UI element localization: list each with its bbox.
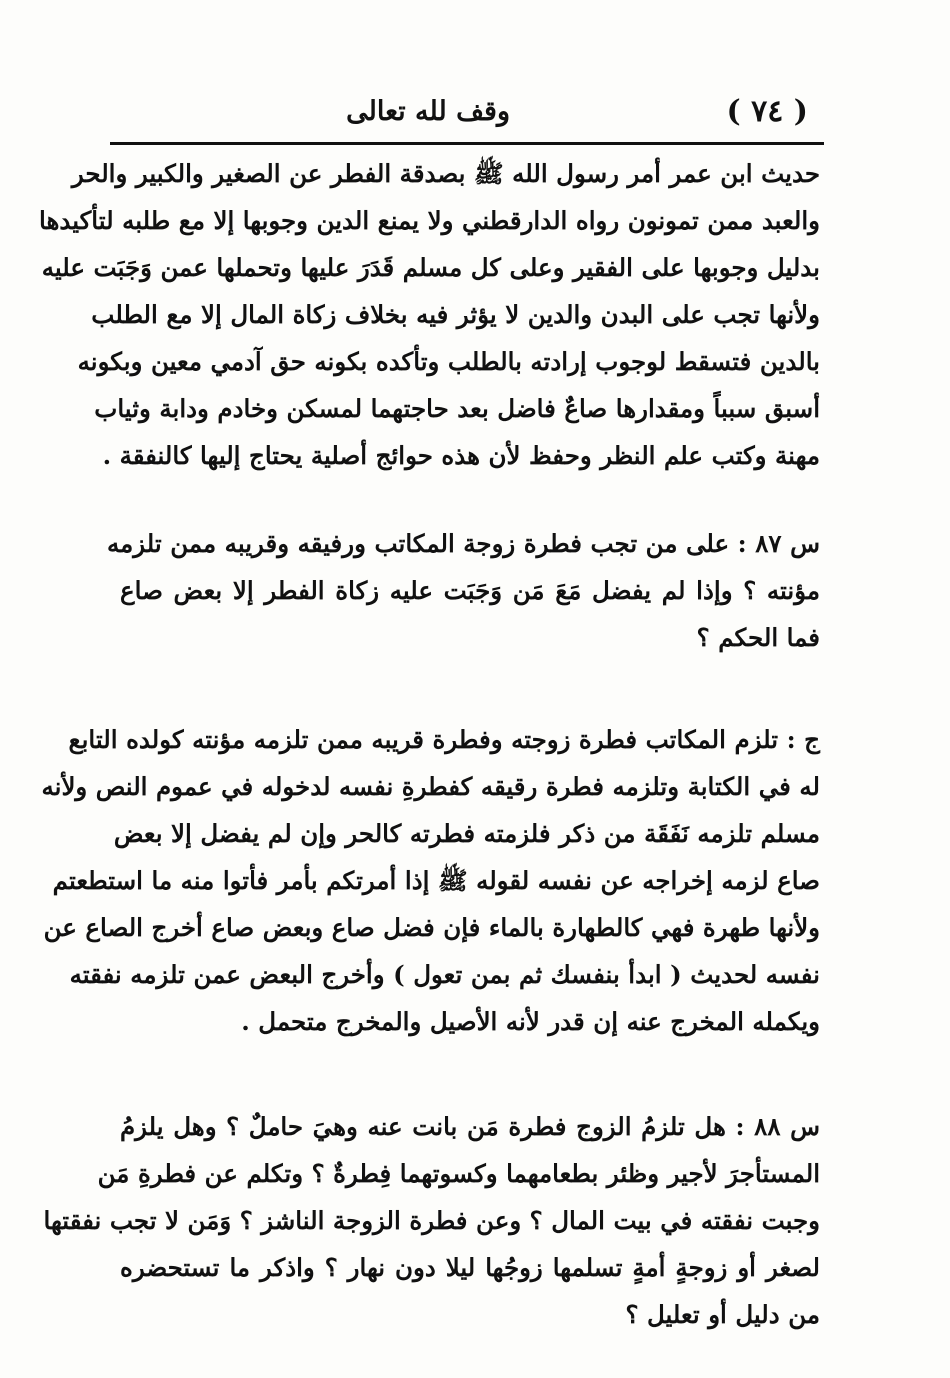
text-line: ج : تلزم المكاتب فطرة زوجته وفطرة قريبه ممن تلزمه مؤنته كولده التابع: [68, 725, 820, 754]
text-line: بدليل وجوبها على الفقير وعلى كل مسلم قَدَرَ عليها وتحملها عمن وَجَبَت عليه: [41, 253, 820, 282]
page-body: [38, 150, 821, 1338]
text-line: ولأنها طهرة فهي كالطهارة بالماء فإن فضل صاع وبعض صاع أخرج الصاع عن: [43, 913, 820, 942]
text-line: نفسه لحديث ( ابدأ بنفسك ثم بمن تعول ) وأخرج البعض عمن تلزمه نفقته: [69, 960, 820, 989]
text-line: المستأجرَ لأجير وظئر بطعامهما وكسوتهما فِطرةٌ ؟ وتكلم عن فطرةِ مَن: [97, 1159, 820, 1188]
text-line: س ٨٧ : على من تجب فطرة زوجة المكاتب ورفيقه وقريبه ممن تلزمه: [106, 529, 820, 558]
header-rule: [110, 142, 824, 145]
text-line: س ٨٨ : هل تلزمُ الزوج فطرة مَن بانت عنه وهيَ حاملٌ ؟ وهل يلزمُ: [120, 1112, 821, 1141]
text-line: لصغر أو زوجةٍ أمةٍ تسلمها زوجُها ليلا دون نهار ؟ واذكر ما تستحضره: [120, 1253, 820, 1282]
question-87: [106, 520, 820, 661]
text-line: والعبد ممن تمونون رواه الدارقطني ولا يمنع الدين وجوبها إلا مع طلبه لتأكيدها: [38, 206, 820, 235]
text-line: مؤنته ؟ وإذا لم يفضل مَعَ مَن وَجَبَت عليه زكاة الفطر إلا بعض صاع: [120, 576, 820, 605]
paragraph-hadith-continuation: [38, 150, 820, 479]
text-line: صاع لزمه إخراجه عن نفسه لقوله ﷺ إذا أمرتكم بأمر فأتوا منه ما استطعتم: [52, 866, 820, 895]
text-line: وجبت نفقته في بيت المال ؟ وعن فطرة الزوجة الناشز ؟ وَمَن لا تجب نفقتها: [43, 1206, 820, 1235]
answer-87: [41, 716, 820, 1045]
text-line: حديث ابن عمر أمر رسول الله ﷺ بصدقة الفطر عن الصغير والكبير والحر: [71, 159, 820, 188]
text-line: أسبق سبباً ومقدارها صاعٌ فاضل بعد حاجتهما لمسكن وخادم ودابة وثياب: [94, 394, 820, 423]
text-line: فما الحكم ؟: [696, 623, 820, 652]
page-header: [110, 92, 820, 142]
text-line: ويكمله المخرج عنه إن قدر لأنه الأصيل والمخرج متحمل .: [241, 1007, 820, 1036]
page-number: ( ٧٤ ): [726, 94, 808, 129]
text-line: له في الكتابة وتلزمه فطرة رقيقه كفطرةِ نفسه لدخوله في عموم النص ولأنه: [41, 772, 820, 801]
text-line: مهنة وكتب علم النظر وحفظ لأن هذه حوائج أصلية يحتاج إليها كالنفقة .: [102, 441, 820, 470]
running-title: وقف لله تعالى: [346, 96, 510, 127]
text-line: من دليل أو تعليل ؟: [625, 1300, 820, 1329]
text-line: ولأنها تجب على البدن والدين لا يؤثر فيه بخلاف زكاة المال إلا مع الطلب: [91, 300, 820, 329]
question-88: [43, 1103, 821, 1338]
text-line: مسلم تلزمه نَفَقَة من ذكر فلزمته فطرته كالحر وإن لم يفضل إلا بعض: [113, 819, 820, 848]
text-line: بالدين فتسقط لوجوب إرادته بالطلب وتأكده بكونه حق آدمي معين وبكونه: [77, 347, 820, 376]
